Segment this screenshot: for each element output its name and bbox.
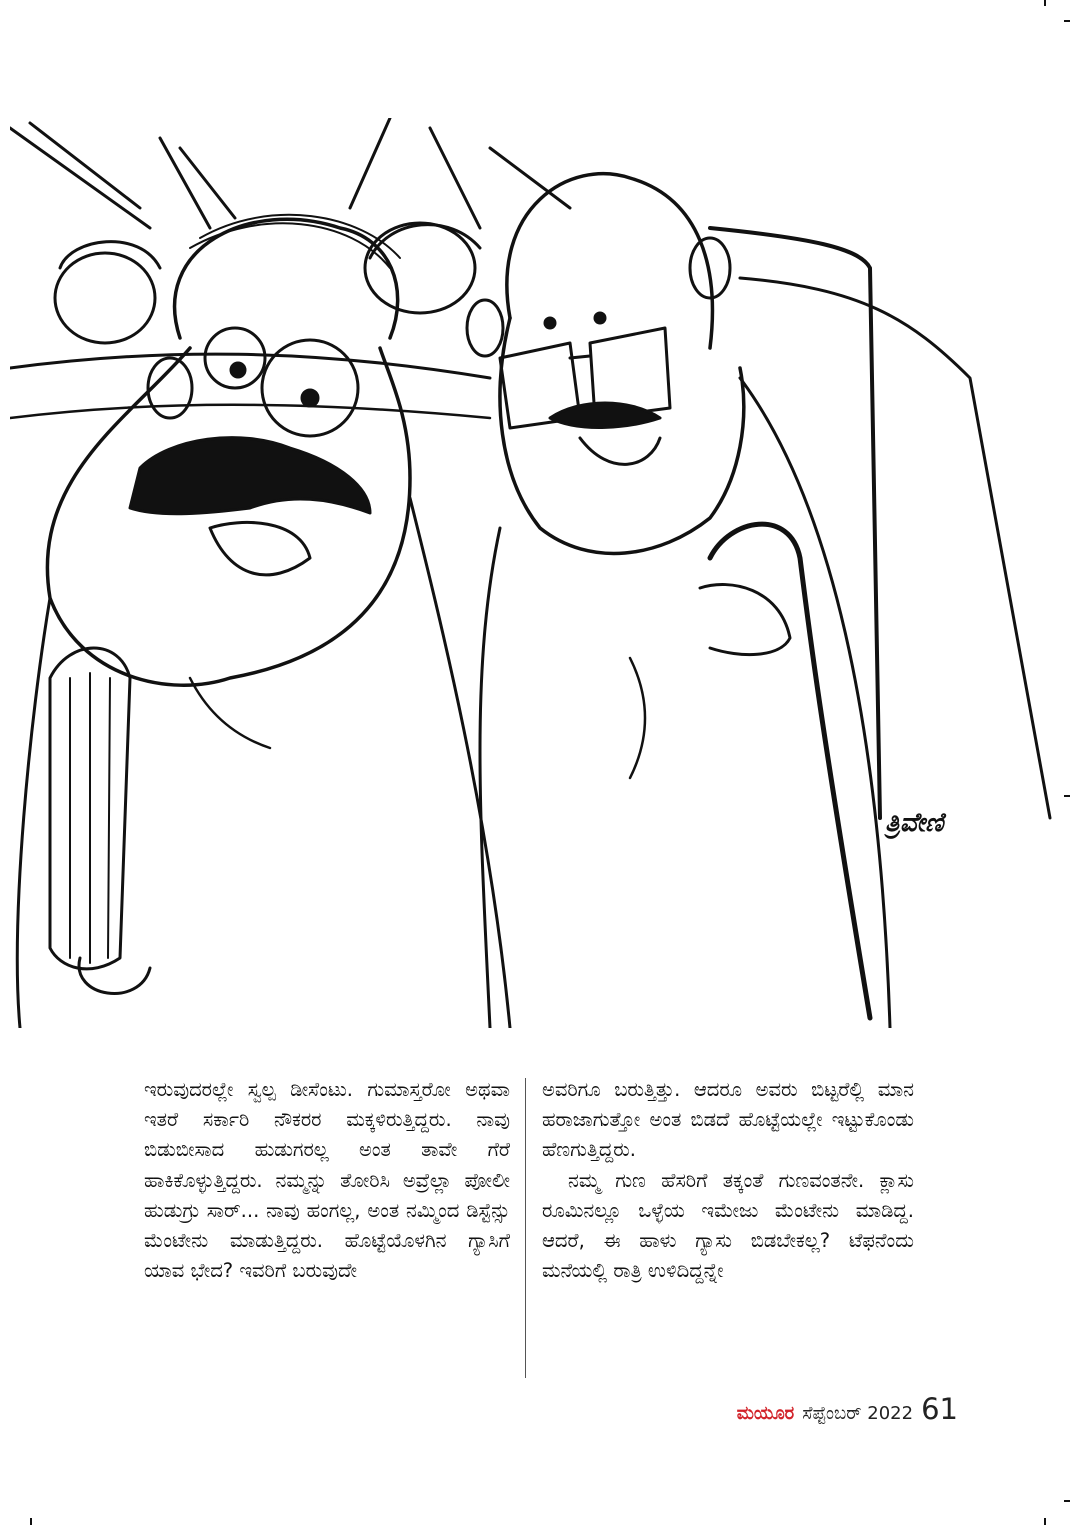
page-number: 61 — [921, 1392, 958, 1426]
column-divider — [525, 1078, 526, 1378]
crop-mark-bottom-left — [30, 1518, 32, 1525]
crop-mark-right-top — [1064, 20, 1070, 22]
cartoon-illustration — [10, 118, 1068, 1028]
article-left-column — [144, 1075, 510, 1286]
page-footer — [737, 1392, 958, 1426]
magazine-brand: ಮಯೂರ — [736, 1403, 795, 1424]
crop-mark-top — [1044, 0, 1046, 6]
issue-date: ಸೆಪ್ಟೆಂಬರ್ 2022 — [802, 1403, 914, 1424]
paragraph: ನಮ್ಮ ಗುಣ ಹೆಸರಿಗೆ ತಕ್ಕಂತೆ ಗುಣವಂತನೇ. ಕ್ಲಾಸು ರೂಮಿನಲ್ಲೂ ಒಳ್ಳೆಯ ಇಮೇಜು ಮೆಂಟೇನು ಮಾಡಿದ್ದ. ಆದರೆ, ಈ ಹಾಳು ಗ್ಯಾಸು ಬಿಡಬೇಕಲ್ಲ? ಟೆಫನೆಂದು ಮನೆಯಲ್ಲಿ ರಾತ್ರಿ ಉಳಿದಿದ್ದನ್ನೇ — [542, 1168, 914, 1283]
crop-mark-right-bottom — [1064, 1500, 1070, 1502]
article-right-column — [542, 1075, 914, 1286]
paragraph: ಅವರಿಗೂ ಬರುತ್ತಿತ್ತು. ಆದರೂ ಅವರು ಬಿಟ್ಟರೆಲ್ಲಿ ಮಾನ ಹರಾಜಾಗುತ್ತೋ ಅಂತ ಬಿಡದೆ ಹೊಟ್ಟೆಯಲ್ಲೇ ಇಟ್ಟುಕೊಂಡು ಹೆಣಗುತ್ತಿದ್ದರು. — [542, 1078, 914, 1162]
paragraph: ಇರುವುದರಲ್ಲೇ ಸ್ವಲ್ಪ ಡೀಸೆಂಟು. ಗುಮಾಸ್ತರೋ ಅಥವಾ ಇತರೆ ಸರ್ಕಾರಿ ನೌಕರರ ಮಕ್ಕಳಿರುತ್ತಿದ್ದರು. ನಾವು ಬಿಡುಬೀಸಾದ ಹುಡುಗರಲ್ಲ ಅಂತ ತಾವೇ ಗೆರೆ ಹಾಕಿಕೊಳ್ಳುತ್ತಿದ್ದರು. ನಮ್ಮನ್ನು ತೋರಿಸಿ ಅವ್ರೆಲ್ಲಾ ಪೋಲೀ ಹುಡುಗ್ರು ಸಾರ್... ನಾವು ಹಂಗಲ್ಲ, ಅಂತ ನಮ್ಮಿಂದ ಡಿಸ್ಟೆನ್ಸು ಮೆಂಟೇನು ಮಾಡುತ್ತಿದ್ದರು. ಹೊಟ್ಟೆಯೊಳಗಿನ ಗ್ಯಾಸಿಗೆ ಯಾವ ಭೇದ? ಇವರಿಗೆ ಬರುವುದೇ — [144, 1078, 510, 1283]
artist-signature: ತ್ರಿವೇಣಿ — [885, 808, 944, 838]
crop-mark-bottom-right — [1044, 1518, 1046, 1525]
